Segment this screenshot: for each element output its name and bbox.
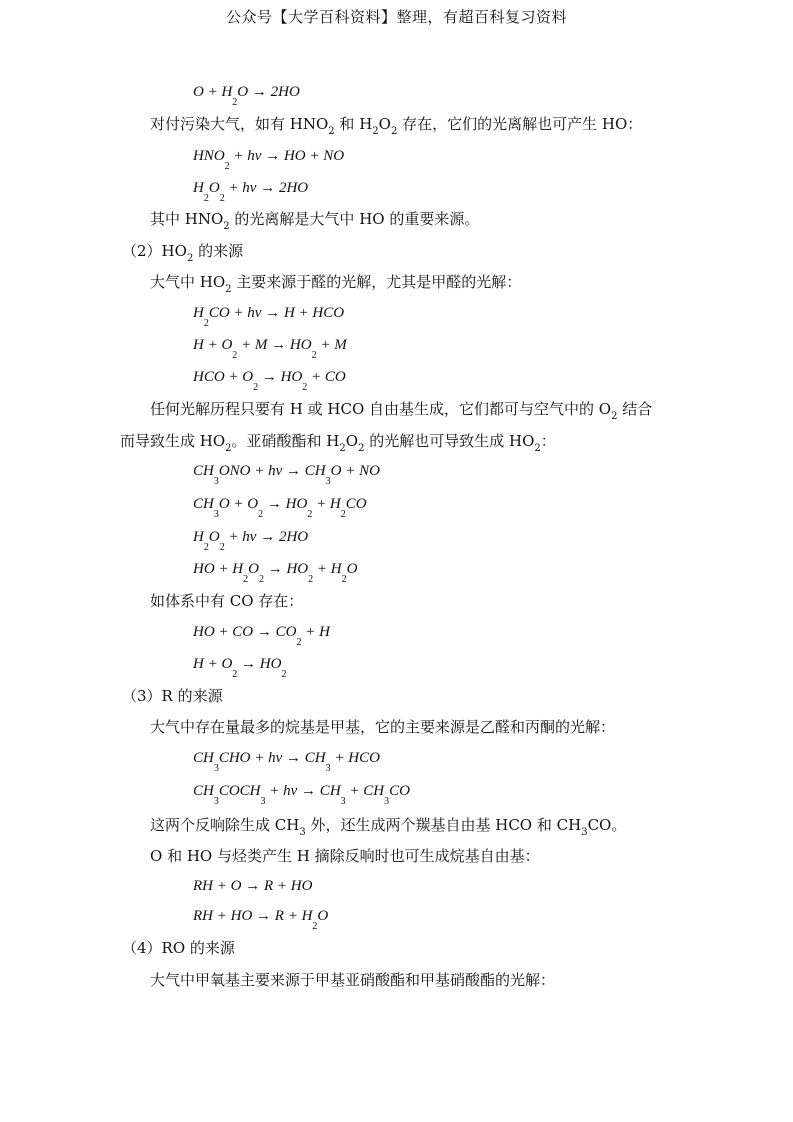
text-line: [122, 686, 223, 706]
subscript: 2: [253, 382, 259, 393]
subscript: 2: [219, 193, 225, 204]
equation-line: [193, 178, 309, 204]
equation-line: [193, 781, 410, 807]
subscript: 2: [390, 126, 398, 137]
subscript: 2: [224, 161, 230, 172]
text-run: 对付污染大气，如有 HNO: [150, 115, 329, 133]
subscript: 2: [534, 443, 541, 454]
subscript: 2: [243, 574, 249, 585]
equation-line: [193, 527, 309, 553]
subscript: 2: [223, 221, 230, 232]
text-run: + H: [301, 624, 330, 640]
text-run: 这两个反响除生成 CH: [150, 816, 300, 834]
text-run: 和 H: [334, 115, 373, 133]
subscript: 2: [311, 350, 317, 361]
subscript: 2: [232, 350, 238, 361]
text-run: 外，还生成两个羰基自由基 HCO 和 CH: [305, 816, 582, 834]
text-run: + CO: [307, 369, 346, 385]
text-run: COCH: [218, 783, 261, 799]
subscript: 2: [302, 382, 308, 393]
subscript: 2: [258, 574, 264, 585]
subscript: 2: [225, 443, 232, 454]
text-run: + hv → 2HO: [224, 529, 309, 545]
equation-line: [193, 146, 345, 172]
subscript: 3: [340, 796, 346, 807]
text-run: 任何光解历程只要有 H 或 HCO 自由基生成，它们都可与空气中的 O: [150, 400, 612, 418]
text-run: → HO: [258, 369, 303, 385]
subscript: 2: [232, 669, 238, 680]
equation-line: [193, 748, 380, 774]
equation-line: [193, 494, 367, 520]
text-run: 的光离解是大气中 HO 的重要来源。: [229, 210, 480, 228]
subscript: 2: [232, 97, 238, 108]
subscript: 3: [384, 796, 390, 807]
equation-line: [193, 654, 287, 680]
text-line: [150, 815, 627, 838]
subscript: 2: [186, 253, 194, 264]
subscript: 2: [328, 126, 335, 137]
text-run: CO: [389, 783, 410, 799]
text-run: → HO: [263, 496, 308, 512]
equation-line: [193, 906, 329, 932]
text-run: O 和 HO 与烃类产生 H 摘除反响时也可生成烷基自由基：: [150, 847, 540, 865]
subscript: 2: [225, 284, 232, 295]
text-run: CO: [345, 496, 367, 512]
subscript: 3: [325, 763, 331, 774]
subscript: 2: [219, 542, 225, 553]
subscript: 3: [325, 476, 331, 487]
text-run: 而导致生成 HO: [120, 432, 226, 450]
text-line: [150, 591, 303, 611]
text-run: （3）R 的来源: [122, 687, 223, 705]
text-line: [150, 114, 643, 137]
text-run: O: [346, 561, 358, 577]
text-run: + hv → CH: [265, 783, 341, 799]
text-run: + hv → HO + NO: [229, 148, 345, 164]
equation-line: [193, 82, 300, 108]
equation-line: [193, 622, 330, 648]
text-run: O: [345, 432, 359, 450]
text-line: [122, 241, 244, 264]
text-run: O + NO: [330, 463, 380, 479]
text-run: RH + HO → R + H: [193, 908, 313, 924]
subscript: 2: [339, 443, 346, 454]
text-run: CH: [193, 783, 214, 799]
subscript: 2: [296, 637, 302, 648]
text-run: CO。: [587, 816, 627, 834]
text-run: H + O: [193, 656, 233, 672]
text-run: 主要来源于醛的光解，尤其是甲醛的光解：: [231, 273, 522, 291]
text-run: O: [317, 908, 329, 924]
subscript: 3: [213, 763, 219, 774]
text-run: 其中 HNO: [150, 210, 224, 228]
text-run: 的光解也可导致生成 HO: [364, 432, 535, 450]
text-run: 大气中存在量最多的烷基是甲基，它的主要来源是乙醛和丙酮的光解：: [150, 718, 616, 736]
subscript: 2: [307, 509, 313, 520]
text-run: O → 2HO: [237, 84, 300, 100]
text-run: 。亚硝酸酯和 H: [231, 432, 340, 450]
text-run: + hv → 2HO: [224, 180, 309, 196]
text-run: HCO + O: [193, 369, 254, 385]
text-run: 的来源: [193, 242, 244, 260]
text-run: O: [208, 529, 220, 545]
subscript: 2: [341, 574, 347, 585]
text-run: （4）RO 的来源: [122, 939, 235, 957]
text-run: CH: [193, 750, 214, 766]
text-line: [150, 846, 540, 866]
text-run: HNO: [193, 148, 225, 164]
subscript: 2: [258, 509, 264, 520]
text-line: [150, 272, 522, 295]
subscript: 2: [203, 193, 209, 204]
subscript: 2: [203, 542, 209, 553]
text-run: 大气中甲氧基主要来源于甲基亚硝酸酯和甲基硝酸酯的光解：: [150, 971, 556, 989]
text-run: ：: [540, 432, 556, 450]
subscript: 3: [299, 827, 306, 838]
text-run: → HO: [263, 561, 309, 577]
subscript: 3: [213, 796, 219, 807]
subscript: 2: [611, 411, 618, 422]
text-run: 大气中 HO: [150, 273, 226, 291]
text-run: + HCO: [330, 750, 380, 766]
text-run: 结合: [617, 400, 653, 418]
subscript: 2: [312, 921, 318, 932]
text-run: RH + O → R + HO: [193, 878, 313, 894]
text-run: CH: [193, 463, 214, 479]
text-line: [150, 399, 653, 422]
text-run: CO + hv → H + HCO: [208, 305, 345, 321]
text-run: + M → HO: [237, 337, 312, 353]
text-run: H: [193, 180, 204, 196]
subscript: 2: [308, 574, 314, 585]
text-run: 如体系中有 CO 存在：: [150, 592, 304, 610]
subscript: 3: [581, 827, 588, 838]
text-run: H + O: [193, 337, 233, 353]
page-header: 公众号【大学百科资料】整理，有超百科复习资料: [225, 8, 567, 26]
subscript: 2: [340, 509, 346, 520]
text-run: + M: [316, 337, 347, 353]
text-run: O + H: [193, 84, 233, 100]
equation-line: [193, 335, 347, 361]
text-run: CHO + hv → CH: [218, 750, 326, 766]
text-run: （2）HO: [122, 242, 187, 260]
text-run: HO + CO → CO: [193, 624, 297, 640]
text-run: 存在，它们的光离解也可产生 HO：: [397, 115, 643, 133]
text-line: [150, 209, 480, 232]
equation-line: [193, 559, 358, 585]
subscript: 2: [281, 669, 287, 680]
text-run: + CH: [345, 783, 385, 799]
text-run: + H: [313, 561, 342, 577]
text-run: O + O: [218, 496, 259, 512]
text-line: [120, 431, 556, 454]
text-line: [150, 970, 555, 990]
equation-line: [193, 367, 346, 393]
subscript: 3: [213, 476, 219, 487]
text-run: H: [193, 529, 204, 545]
text-line: [122, 938, 235, 958]
text-run: + H: [312, 496, 341, 512]
equation-line: [193, 303, 345, 329]
equation-line: [193, 876, 312, 896]
equation-line: [193, 461, 380, 487]
text-run: H: [193, 305, 204, 321]
subscript: 3: [213, 509, 219, 520]
subscript: 2: [203, 318, 209, 329]
subscript: 2: [372, 126, 379, 137]
text-line: [150, 717, 615, 737]
subscript: 2: [358, 443, 365, 454]
text-run: CH: [193, 496, 214, 512]
text-run: ONO + hv → CH: [218, 463, 326, 479]
text-run: O: [248, 561, 259, 577]
subscript: 3: [260, 796, 266, 807]
text-run: HO + H: [193, 561, 244, 577]
text-run: → HO: [237, 656, 282, 672]
text-run: O: [378, 115, 391, 133]
text-run: O: [208, 180, 220, 196]
